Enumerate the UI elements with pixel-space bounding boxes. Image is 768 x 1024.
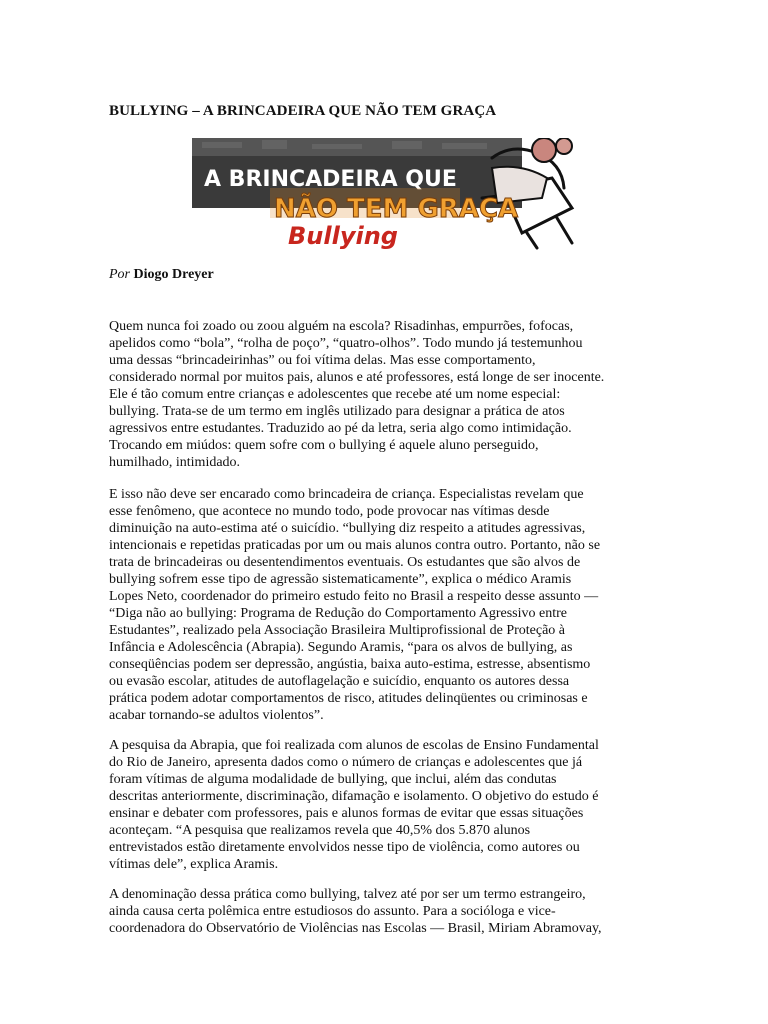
text-line: Infância e Adolescência (Abrapia). Segundo Aramis, “para os alvos de bullying, as — [109, 640, 573, 655]
text-line: Quem nunca foi zoado ou zoou alguém na escola? Risadinhas, empurrões, fofocas, — [109, 319, 574, 334]
text-line: intencionais e repetidas praticadas por um ou mais alunos contra outro. Portanto, não se — [109, 538, 601, 553]
byline-author: Diogo Dreyer — [133, 267, 214, 282]
paragraph-1 — [109, 318, 661, 471]
text-line: aconteçam. “A pesquisa que realizamos revela que 40,5% dos 5.870 alunos — [109, 823, 531, 838]
text-line: apelidos como “bola”, “rolha de poço”, “quatro-olhos”. Todo mundo já testemunhou — [109, 336, 583, 351]
text-line: diminuição na auto-estima até o suicídio. “bullying diz respeito a atitudes agressivas, — [109, 521, 586, 536]
text-line: Ele é tão comum entre crianças e adolescentes que recebe até um nome especial: — [109, 387, 561, 402]
banner-line-3: Bullying — [288, 222, 398, 250]
text-line: “Diga não ao bullying: Programa de Redução do Comportamento Agressivo entre — [109, 606, 568, 621]
byline — [109, 267, 214, 283]
text-line: A pesquisa da Abrapia, que foi realizada com alunos de escolas de Ensino Fundamental — [109, 738, 599, 753]
text-line: coordenadora do Observatório de Violências nas Escolas — Brasil, Miriam Abramovay, — [109, 921, 602, 936]
text-line: Estudantes”, realizado pela Associação Brasileira Multiprofissional de Proteção à — [109, 623, 566, 638]
article-title: BULLYING – A BRINCADEIRA QUE NÃO TEM GRAÇA — [109, 103, 497, 119]
text-line: Lopes Neto, coordenador do primeiro estudo feito no Brasil a respeito desse assunto — — [109, 589, 599, 604]
text-line: bullying. Trata-se de um termo em inglês utilizado para designar a prática de atos — [109, 404, 565, 419]
text-line: uma dessas “brincadeirinhas” ou foi vítima delas. Mas esse comportamento, — [109, 353, 536, 368]
text-line: ainda causa certa polêmica entre estudiosos do assunto. Para a socióloga e vice- — [109, 904, 556, 919]
text-line: conseqüências podem ser depressão, angústia, baixa auto-estima, estresse, absentismo — [109, 657, 591, 672]
text-line: A denominação dessa prática como bullying, talvez até por ser um termo estrangeiro, — [109, 887, 586, 902]
text-line: foram vítimas de alguma modalidade de bullying, que inclui, além das condutas — [109, 772, 557, 787]
text-line: bullying sofrem esse tipo de agressão sistematicamente”, explica o médico Aramis — [109, 572, 572, 587]
text-line: prática podem adotar comportamentos de risco, atitudes delinqüentes ou criminosas e — [109, 691, 588, 706]
byline-prefix: Por — [109, 267, 130, 282]
text-line: acabar tornando-se adultos violentos”. — [109, 708, 324, 723]
paragraph-3 — [109, 737, 661, 873]
text-line: agressivos entre estudantes. Traduzido ao pé da letra, seria algo como intimidação. — [109, 421, 572, 436]
banner-line-2: NÃO TEM GRAÇA — [274, 194, 519, 224]
text-line: Trocando em miúdos: quem sofre com o bullying é aquele aluno perseguido, — [109, 438, 539, 453]
text-line: ou evasão escolar, atitudes de autoflagelação e suicídio, enquanto os autores dessa — [109, 674, 570, 689]
paragraph-4 — [109, 886, 661, 937]
text-line: E isso não deve ser encarado como brincadeira de criança. Especialistas revelam que — [109, 487, 584, 502]
text-line: descritas anteriormente, discriminação, difamação e isolamento. O objetivo do estudo é — [109, 789, 599, 804]
banner-line-1: A BRINCADEIRA QUE — [204, 167, 457, 192]
text-line: ensinar e debater com professores, pais e alunos formas de evitar que essas situações — [109, 806, 584, 821]
text-line: trata de brincadeiras ou desentendimentos eventuais. Os estudantes que são alvos de — [109, 555, 581, 570]
banner-image — [192, 138, 578, 250]
text-line: do Rio de Janeiro, apresenta dados como o número de crianças e adolescentes que já — [109, 755, 583, 770]
text-line: humilhado, intimidado. — [109, 455, 241, 470]
paragraph-2 — [109, 486, 661, 724]
text-line: entrevistados estão diretamente envolvidos nesse tipo de violência, como autores ou — [109, 840, 580, 855]
text-line: considerado normal por muitos pais, alunos e até professores, está longe de ser inocente. — [109, 370, 605, 385]
text-line: esse fenômeno, que acontece no mundo todo, pode provocar nas vítimas desde — [109, 504, 550, 519]
text-line: vítimas dele”, explica Aramis. — [109, 857, 279, 872]
